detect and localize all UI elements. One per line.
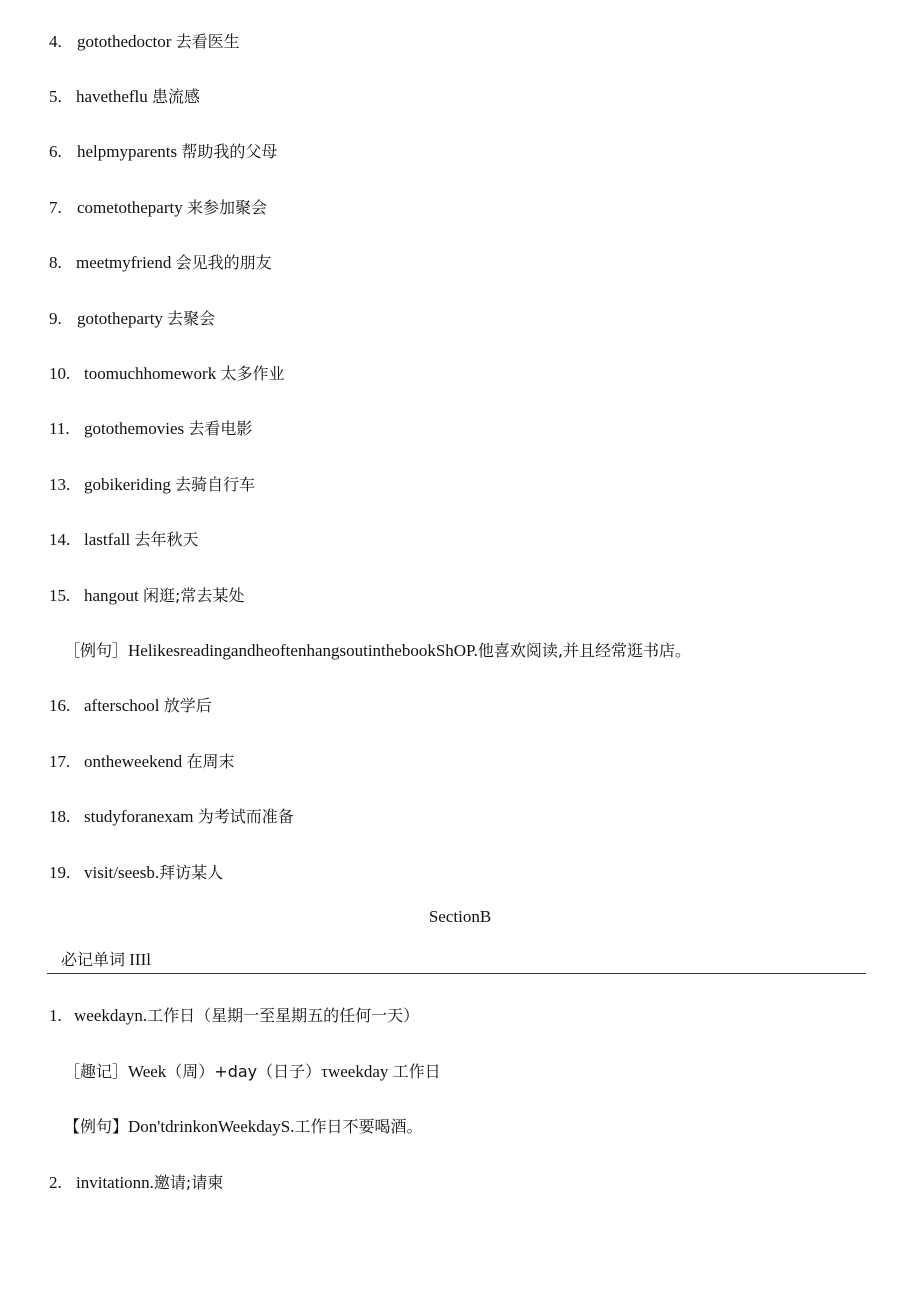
phrase-english: studyforanexam xyxy=(84,807,194,826)
item-number: 13. xyxy=(49,475,71,494)
phrase-chinese: 拜访某人 xyxy=(159,863,224,882)
phrase-english: gotothedoctor xyxy=(77,32,172,51)
phrase-english: meetmyfriend xyxy=(76,253,172,272)
phrase-english: visit/seesb. xyxy=(84,863,160,882)
example-sentence xyxy=(64,640,691,662)
phrase-item xyxy=(49,363,284,385)
phrase-item xyxy=(49,751,234,773)
item-number: 15. xyxy=(49,586,71,605)
item-number: 11. xyxy=(49,419,70,438)
item-number: 6. xyxy=(49,142,62,161)
memo-part-b: （周）+day（日子） xyxy=(166,1062,322,1081)
phrase-chinese: 去聚会 xyxy=(167,309,216,328)
phrase-english: gotothemovies xyxy=(84,419,185,438)
phrase-chinese: 会见我的朋友 xyxy=(175,253,272,272)
phrase-english: lastfall xyxy=(84,530,131,549)
item-number: 17. xyxy=(49,752,71,771)
item-number: 7. xyxy=(49,198,62,217)
phrase-item xyxy=(49,197,267,219)
phrase-item xyxy=(49,86,200,108)
word-english: weekdayn. xyxy=(74,1006,148,1025)
phrase-english: hangout xyxy=(84,586,139,605)
phrase-item xyxy=(49,529,199,551)
word-chinese: 邀请;请柬 xyxy=(153,1173,224,1192)
example-chinese: 工作日不要喝酒。 xyxy=(294,1117,423,1136)
phrase-chinese: 去看医生 xyxy=(175,32,240,51)
phrase-item xyxy=(49,806,294,828)
example-label: ［例句］ xyxy=(64,641,129,660)
memo-part-c: τweekday xyxy=(321,1062,389,1081)
word-item xyxy=(49,1172,223,1194)
example-english: Don'tdrinkonWeekdayS. xyxy=(128,1117,295,1136)
memo-label: ［趣记］ xyxy=(64,1062,129,1081)
phrase-english: gobikeriding xyxy=(84,475,171,494)
example-english: Helikesreadingandheoftenhangsoutinthebook xyxy=(128,641,436,660)
phrase-item xyxy=(49,585,244,607)
word-example xyxy=(64,1116,423,1138)
example-label: 【例句】 xyxy=(64,1117,129,1136)
phrase-chinese: 在周末 xyxy=(186,752,235,771)
memo-part-a: Week xyxy=(128,1062,167,1081)
phrase-chinese: 去看电影 xyxy=(188,419,253,438)
item-number: 8. xyxy=(49,253,62,272)
must-remember-label: 必记单词 xyxy=(61,950,126,969)
heading-divider xyxy=(47,973,866,974)
phrase-chinese: 为考试而准备 xyxy=(197,807,294,826)
phrase-item xyxy=(49,31,240,53)
phrase-chinese: 太多作业 xyxy=(220,364,285,383)
phrase-english: helpmyparents xyxy=(77,142,178,161)
must-remember-suffix: IIIl xyxy=(129,950,151,969)
word-english: invitationn. xyxy=(76,1173,154,1192)
example-chinese: 他喜欢阅读,并且经常逛书店。 xyxy=(477,641,691,660)
word-memo xyxy=(64,1061,441,1083)
item-number: 10. xyxy=(49,364,71,383)
phrase-item xyxy=(49,252,272,274)
phrase-english: havetheflu xyxy=(76,87,148,106)
phrase-chinese: 闲逛;常去某处 xyxy=(143,586,245,605)
phrase-english: toomuchhomework xyxy=(84,364,217,383)
phrase-item xyxy=(49,474,255,496)
item-number: 16. xyxy=(49,696,71,715)
item-number: 14. xyxy=(49,530,71,549)
item-number: 4. xyxy=(49,32,62,51)
item-number: 19. xyxy=(49,863,71,882)
phrase-item xyxy=(49,418,252,440)
phrase-english: cometotheparty xyxy=(77,198,183,217)
phrase-chinese: 去年秋天 xyxy=(134,530,199,549)
memo-part-d: 工作日 xyxy=(392,1062,441,1081)
phrase-item xyxy=(49,695,212,717)
phrase-chinese: 放学后 xyxy=(163,696,212,715)
item-number: 9. xyxy=(49,309,62,328)
phrase-english: afterschool xyxy=(84,696,160,715)
example-english-tail: ShOP. xyxy=(435,641,478,660)
item-number: 18. xyxy=(49,807,71,826)
word-chinese: 工作日（星期一至星期五的任何一天） xyxy=(147,1006,420,1025)
phrase-chinese: 患流感 xyxy=(152,87,201,106)
phrase-chinese: 来参加聚会 xyxy=(187,198,268,217)
phrase-item xyxy=(49,862,223,884)
phrase-chinese: 去骑自行车 xyxy=(175,475,256,494)
phrase-chinese: 帮助我的父母 xyxy=(181,142,278,161)
phrase-english: ontheweekend xyxy=(84,752,183,771)
phrase-item xyxy=(49,308,215,330)
phrase-english: gototheparty xyxy=(77,309,163,328)
section-title: SectionB xyxy=(428,907,492,926)
item-number: 1. xyxy=(49,1006,62,1025)
phrase-item xyxy=(49,141,277,163)
word-item xyxy=(49,1005,419,1027)
item-number: 2. xyxy=(49,1173,62,1192)
must-remember-heading xyxy=(61,949,151,971)
item-number: 5. xyxy=(49,87,62,106)
